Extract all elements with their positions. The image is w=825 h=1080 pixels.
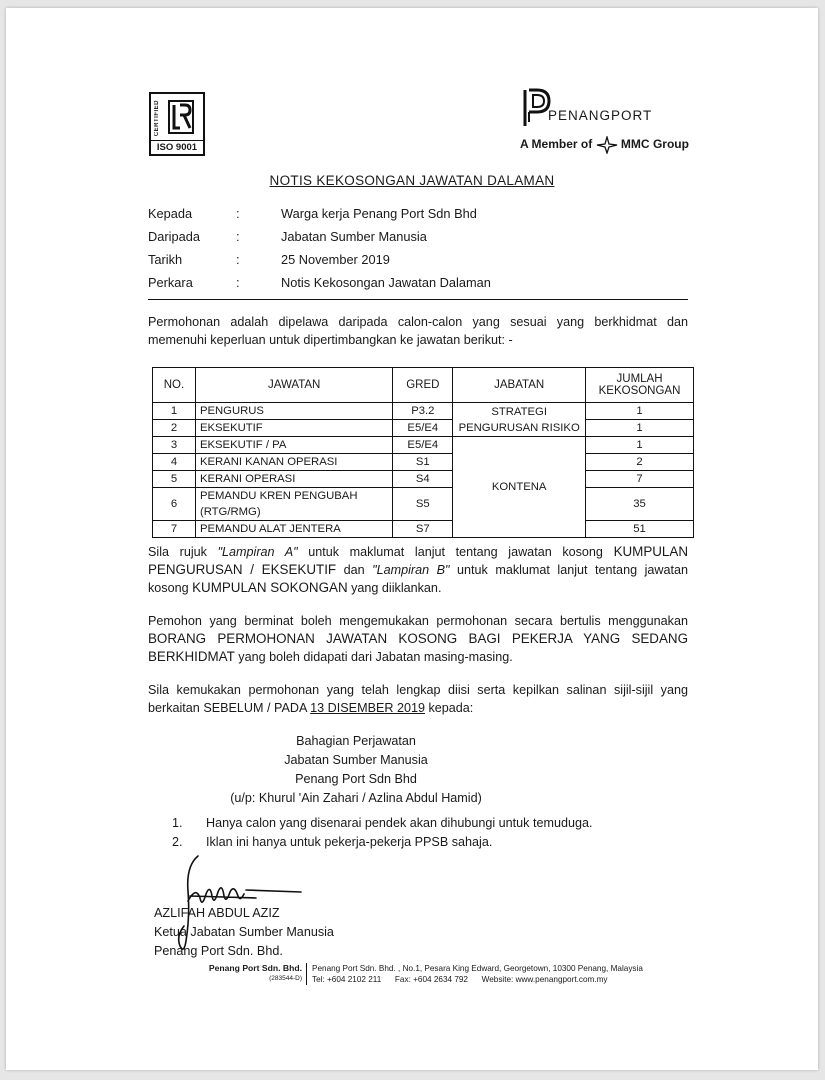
cell-jawatan: EKSEKUTIF bbox=[195, 420, 392, 437]
company-name: PENANGPORT bbox=[548, 108, 653, 123]
footer-divider bbox=[306, 963, 307, 985]
table-row bbox=[153, 521, 694, 538]
cell-gred: S5 bbox=[393, 488, 453, 521]
lampiran-paragraph bbox=[148, 543, 688, 597]
header-gred: GRED bbox=[393, 368, 453, 403]
lampiran-text-5: yang diiklankan. bbox=[347, 581, 442, 595]
document-page bbox=[6, 8, 818, 1070]
cell-gred: E5/E4 bbox=[393, 420, 453, 437]
mmc-star-icon bbox=[596, 136, 618, 154]
meta-colon: : bbox=[236, 252, 240, 267]
cell-no: 5 bbox=[153, 471, 196, 488]
group-name: MMC bbox=[620, 137, 650, 152]
header-jabatan: JABATAN bbox=[453, 368, 586, 403]
signer-company: Penang Port Sdn. Bhd. bbox=[154, 944, 283, 958]
cell-jawatan: PEMANDU KREN PENGUBAH (RTG/RMG) bbox=[195, 488, 392, 521]
lampiran-text-2: untuk maklumat lanjut tentang jawatan kosong bbox=[297, 545, 614, 559]
footer-contact bbox=[312, 963, 643, 985]
address-line: Bahagian Perjawatan bbox=[296, 734, 416, 748]
cell-gred: P3.2 bbox=[393, 403, 453, 420]
meta-value: Notis Kekosongan Jawatan Dalaman bbox=[281, 275, 491, 290]
borang-name: BORANG PERMOHONAN JAWATAN KOSONG BAGI PEKERJA YANG SEDANG BERKHIDMAT bbox=[148, 631, 688, 664]
cell-jawatan: EKSEKUTIF / PA bbox=[195, 437, 392, 454]
table-row bbox=[153, 437, 694, 454]
table-row bbox=[153, 420, 694, 437]
header-jumlah-line2: KEKOSONGAN bbox=[598, 385, 681, 397]
member-prefix: A Member of bbox=[520, 137, 593, 152]
footer-company-name: Penang Port Sdn. Bhd. bbox=[208, 963, 302, 973]
cell-jawatan: PEMANDU ALAT JENTERA bbox=[195, 521, 392, 538]
deadline-date: 13 DISEMBER 2019 bbox=[310, 701, 425, 715]
signer-name: AZLIFAH ABDUL AZIZ bbox=[154, 906, 280, 920]
iso-certified-label: CERTIFIED bbox=[154, 100, 160, 137]
cell-jumlah: 1 bbox=[586, 437, 694, 454]
cell-gred: S1 bbox=[393, 454, 453, 471]
footer-reg-number: (283544-D) bbox=[269, 975, 302, 982]
table-row bbox=[153, 454, 694, 471]
cell-jumlah: 1 bbox=[586, 403, 694, 420]
cell-no: 7 bbox=[153, 521, 196, 538]
list-item bbox=[172, 814, 593, 833]
cell-jumlah: 51 bbox=[586, 521, 694, 538]
cell-jawatan: PENGURUS bbox=[195, 403, 392, 420]
meta-colon: : bbox=[236, 206, 240, 221]
note-text: Iklan ini hanya untuk pekerja-pekerja PPSB sahaja. bbox=[206, 835, 493, 849]
member-of-line bbox=[520, 136, 689, 154]
address-block bbox=[6, 732, 706, 808]
cell-jumlah: 2 bbox=[586, 454, 694, 471]
footer-company bbox=[204, 963, 302, 982]
intro-paragraph: Permohonan adalah dipelawa daripada calon-calon yang sesuai yang berkhidmat dan memenuhi keperluan untuk dipertimbangkan ke jawatan berikut: - bbox=[148, 315, 688, 347]
meta-colon: : bbox=[236, 275, 240, 290]
group-suffix: Group bbox=[652, 137, 689, 152]
table-row bbox=[153, 471, 694, 488]
deadline-text-1: Sila kemukakan permohonan yang telah lengkap diisi serta kepilkan salinan sijil-sijil yang berkaitan bbox=[148, 683, 688, 715]
cell-no: 3 bbox=[153, 437, 196, 454]
header-jawatan: JAWATAN bbox=[195, 368, 392, 403]
meta-value: Jabatan Sumber Manusia bbox=[281, 229, 427, 244]
iso-number: ISO 9001 bbox=[151, 140, 203, 153]
footer-address: Penang Port Sdn. Bhd. , No.1, Pesara King Edward, Georgetown, 10300 Penang, Malaysia bbox=[312, 964, 643, 973]
note-number: 1. bbox=[172, 816, 183, 830]
meta-label: Perkara bbox=[148, 275, 193, 290]
kumpulan-sokongan: KUMPULAN SOKONGAN bbox=[192, 580, 348, 595]
cell-jumlah: 1 bbox=[586, 420, 694, 437]
cell-gred: S4 bbox=[393, 471, 453, 488]
lampiran-text-1: Sila rujuk bbox=[148, 545, 218, 559]
penangport-logo bbox=[520, 88, 695, 158]
address-line: (u/p: Khurul 'Ain Zahari / Azlina Abdul Hamid) bbox=[230, 791, 482, 805]
meta-label: Daripada bbox=[148, 229, 200, 244]
cell-jumlah: 7 bbox=[586, 471, 694, 488]
signer-block bbox=[154, 904, 334, 961]
header-jumlah bbox=[586, 368, 694, 403]
cell-jawatan: KERANI OPERASI bbox=[195, 471, 392, 488]
table-row bbox=[153, 403, 694, 420]
lampiran-b-ref: "Lampiran B" bbox=[372, 563, 450, 577]
cell-no: 2 bbox=[153, 420, 196, 437]
meta-colon: : bbox=[236, 229, 240, 244]
note-number: 2. bbox=[172, 835, 183, 849]
lampiran-text-4: untuk maklumat lanjut tentang jawatan kosong bbox=[148, 563, 688, 595]
cell-jumlah: 35 bbox=[586, 488, 694, 521]
cell-gred: S7 bbox=[393, 521, 453, 538]
meta-label: Tarikh bbox=[148, 252, 183, 267]
cell-no: 6 bbox=[153, 488, 196, 521]
meta-value: Warga kerja Penang Port Sdn Bhd bbox=[281, 206, 477, 221]
cell-no: 1 bbox=[153, 403, 196, 420]
borang-text-2: yang boleh didapati dari Jabatan masing-masing. bbox=[234, 650, 513, 664]
cell-gred: E5/E4 bbox=[393, 437, 453, 454]
header-jumlah-line1: JUMLAH bbox=[616, 373, 663, 385]
signer-title: Ketua Jabatan Sumber Manusia bbox=[154, 925, 334, 939]
letterhead-footer bbox=[204, 961, 644, 985]
lr-logo-icon bbox=[168, 100, 194, 134]
deadline-paragraph bbox=[148, 681, 688, 717]
footer-contacts: Tel: +604 2102 211 Fax: +604 2634 792 Website: www.penangport.com.my bbox=[312, 975, 608, 984]
meta-value: 25 November 2019 bbox=[281, 252, 390, 267]
kumpulan-pengurusan: KUMPULAN PENGURUSAN / EKSEKUTIF bbox=[148, 544, 688, 577]
table-row bbox=[153, 488, 694, 521]
vacancy-table bbox=[152, 367, 694, 538]
deadline-text-2: kepada: bbox=[424, 701, 474, 715]
address-line: Jabatan Sumber Manusia bbox=[284, 753, 428, 767]
header-divider bbox=[148, 299, 688, 300]
cell-jawatan: KERANI KANAN OPERASI bbox=[195, 454, 392, 471]
address-line: Penang Port Sdn Bhd bbox=[295, 772, 417, 786]
cell-jabatan-kontena: KONTENA bbox=[453, 437, 586, 538]
table-header-row bbox=[153, 368, 694, 403]
deadline-sebelum: SEBELUM / PADA bbox=[203, 701, 307, 715]
borang-text-1: Pemohon yang berminat boleh mengemukakan permohonan secara bertulis menggunakan bbox=[148, 614, 688, 628]
lampiran-a-ref: "Lampiran A" bbox=[217, 545, 298, 559]
meta-label: Kepada bbox=[148, 206, 193, 221]
header-no: NO. bbox=[153, 368, 196, 403]
borang-paragraph bbox=[148, 612, 688, 666]
note-text: Hanya calon yang disenarai pendek akan dihubungi untuk temuduga. bbox=[206, 816, 593, 830]
cell-no: 4 bbox=[153, 454, 196, 471]
cell-jabatan-strategi: STRATEGI PENGURUSAN RISIKO bbox=[453, 403, 586, 437]
document-title: NOTIS KEKOSONGAN JAWATAN DALAMAN bbox=[269, 173, 555, 188]
lampiran-text-3: dan bbox=[336, 563, 373, 577]
iso-certified-badge bbox=[149, 92, 205, 156]
